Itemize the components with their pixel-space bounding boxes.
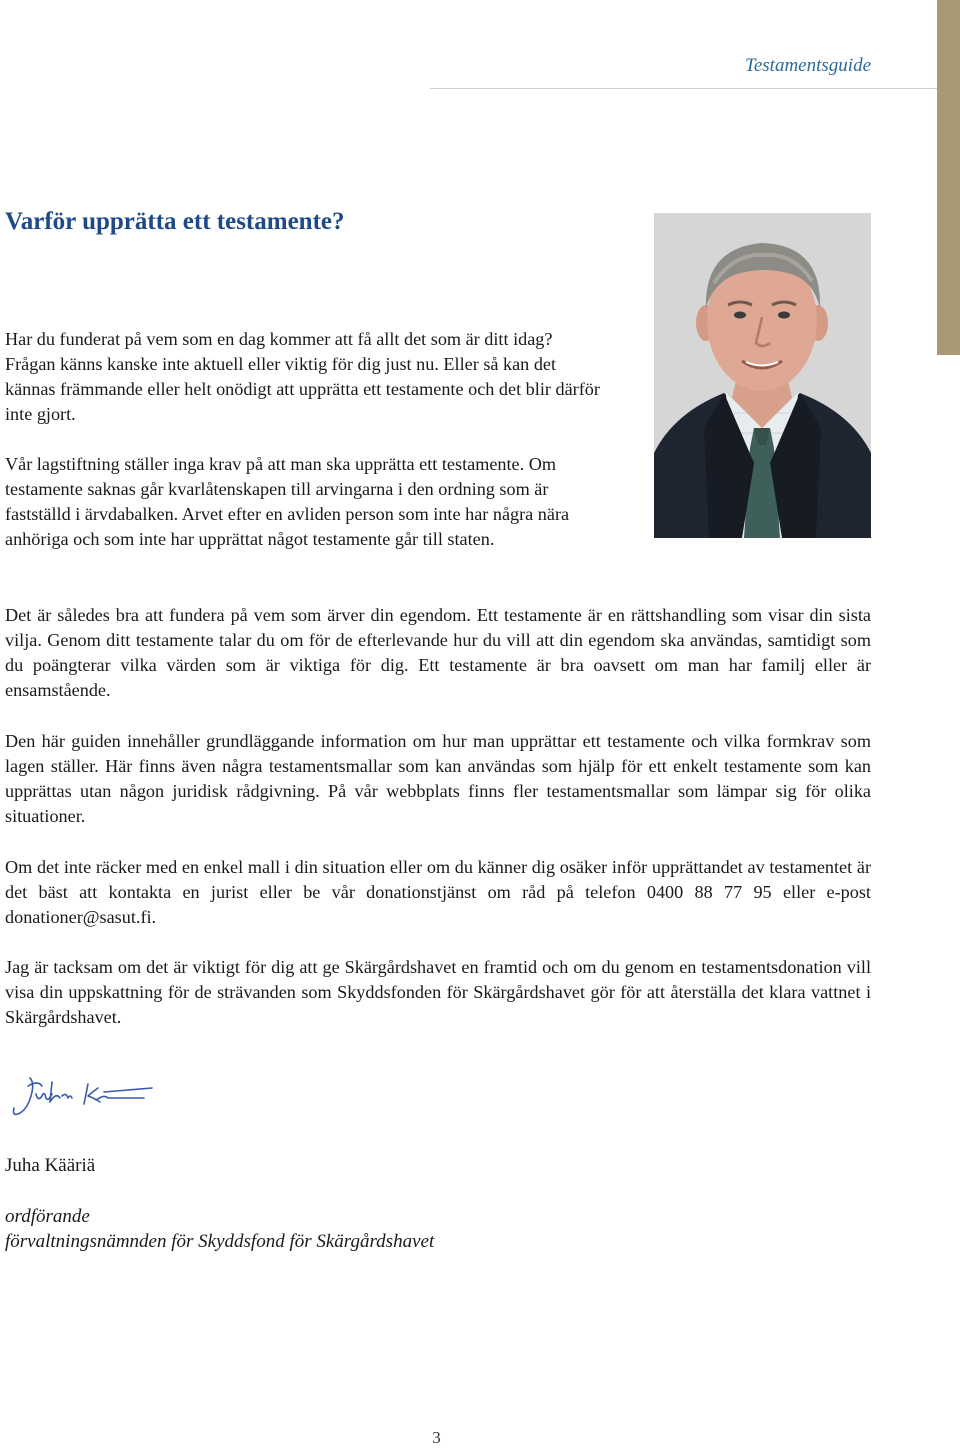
signer-organization: förvaltningsnämnden för Skyddsfond för Skärgårdshavet — [5, 1231, 435, 1252]
running-header-title: Testamentsguide — [745, 55, 871, 76]
page-heading: Varför upprätta ett testamente? — [5, 208, 345, 235]
handwritten-signature — [8, 1072, 153, 1122]
author-portrait — [654, 213, 871, 538]
guide-contents-paragraph: Den här guiden innehåller grundläggande information om hur man upprättar ett testamente och vilka formkrav som lagen ställer. Här finns även några testamentsmallar som kan användas som hjälp för ett enkelt testamente som kan upprättas utan någon juridisk rådgivning. På vår webbplats finns fler testamentsmallar som lämpar sig för olika situationer. — [5, 731, 871, 826]
page-number: 3 — [432, 1428, 441, 1447]
signer-name: Juha Kääriä — [5, 1155, 96, 1176]
header-divider — [430, 88, 937, 89]
legislation-paragraph: Vår lagstiftning ställer inga krav på att man ska upprätta ett testamente. Om testamente saknas går kvarlåtenskapen till arvingarna i den ordning som är fastställd i ärvdabalken. Arvet efter en avliden person som inte har några nära anhöriga och som inte har upprättat något testamente går till staten. — [5, 454, 570, 549]
contact-paragraph: Om det inte räcker med en enkel mall i din situation eller om du känner dig osäker inför upprättandet av testamentet är det bäst att kontakta en jurist eller be vår donationstjänst om råd på telefon 0400 88 77 95 eller e-post donationer@sasut.fi. — [5, 857, 871, 927]
signer-role: ordförande — [5, 1206, 90, 1227]
intro-paragraph: Har du funderat på vem som en dag kommer att få allt det som är ditt idag? Frågan känns kanske inte aktuell eller viktig för dig just nu. Eller så kan det kännas främmande eller helt onödigt att upprätta ett testamente och det blir därför inte gjort. — [5, 329, 600, 424]
gratitude-paragraph: Jag är tacksam om det är viktigt för dig att ge Skärgårdshavet en framtid och om du genom en testamentsdonation vill visa din uppskattning för de strävanden som Skyddsfonden för Skärgårdshavet gör för att återställa det klara vattnet i Skärgårdshavet. — [5, 957, 871, 1027]
decorative-side-bar — [937, 0, 960, 355]
inheritance-paragraph: Det är således bra att fundera på vem som ärver din egendom. Ett testamente är en rättshandling som visar din sista vilja. Genom ditt testamente talar du om för de efterlevande hur du vill att din egendom ska användas, samtidigt som du poängterar vilka värden som är viktiga för dig. Ett testamente är bra oavsett om man har familj eller är ensamstående. — [5, 605, 871, 700]
